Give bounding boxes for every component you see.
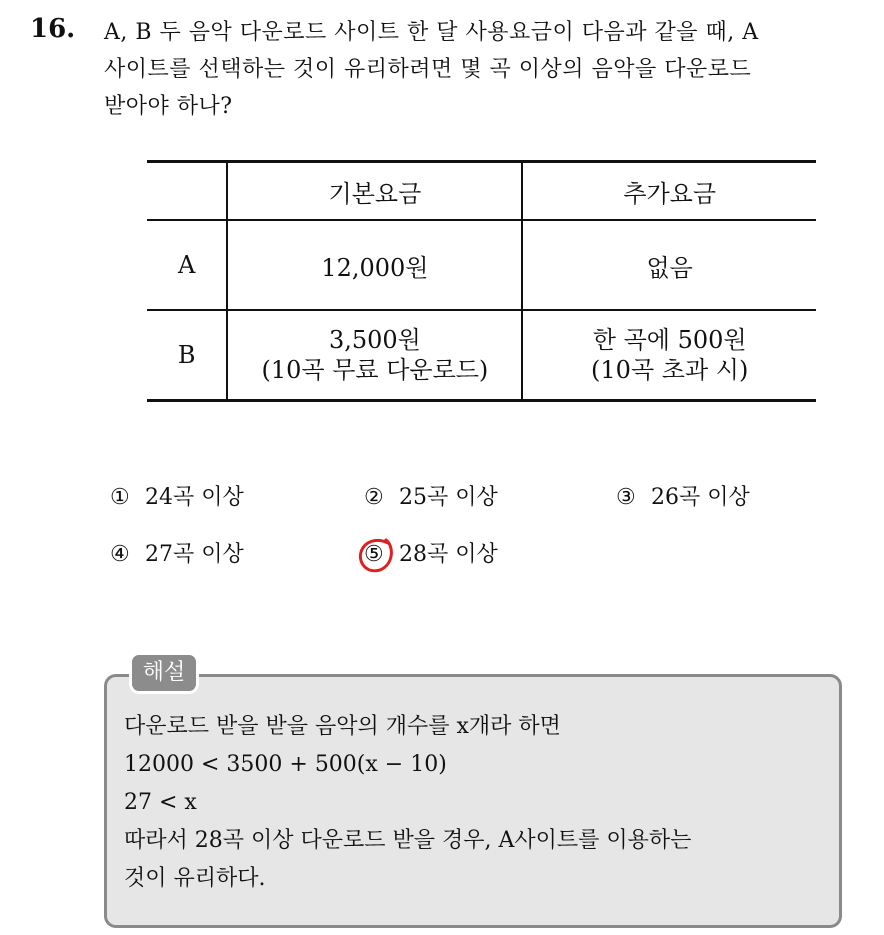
- question-line: A, B 두 음악 다운로드 사이트 한 달 사용요금이 다음과 같을 때, A: [104, 20, 759, 45]
- row-label: B: [147, 310, 227, 401]
- explanation-line: 따라서 28곡 이상 다운로드 받을 경우, A사이트를 이용하는: [124, 828, 692, 853]
- choice-text: 26곡 이상: [651, 485, 750, 510]
- header-empty: [147, 162, 227, 221]
- base-fee-cell: [227, 220, 522, 310]
- answer-circle-mark: [356, 534, 396, 574]
- cell-line: 한 곡에 500원: [592, 326, 747, 354]
- choice-marker: ②: [364, 485, 384, 510]
- explanation-tag: 해설: [129, 652, 199, 694]
- base-fee-cell: [227, 310, 522, 401]
- explanation-line: 27 < x: [124, 790, 197, 815]
- cell-line: (10곡 무료 다운로드): [261, 356, 489, 384]
- row-label: A: [147, 220, 227, 310]
- question-line: 받아야 하나?: [104, 94, 233, 119]
- explanation-line: 12000 < 3500 + 500(x − 10): [124, 752, 447, 777]
- table-row: [147, 220, 816, 310]
- choice-2[interactable]: [364, 480, 498, 511]
- cell-line: 3,500원: [328, 326, 421, 354]
- extra-fee-cell: [522, 220, 816, 310]
- explanation-line: 다운로드 받을 받을 음악의 개수를 x개라 하면: [124, 714, 561, 739]
- explanation-text: [124, 708, 691, 898]
- choice-marker: [364, 542, 392, 567]
- question-line: 사이트를 선택하는 것이 유리하려면 몇 곡 이상의 음악을 다운로드: [104, 57, 752, 82]
- question-text: [104, 14, 866, 125]
- choice-marker: ①: [110, 485, 130, 510]
- cell-line: (10곡 초과 시): [591, 356, 749, 384]
- choice-marker-glyph: ⑤: [364, 542, 384, 567]
- choice-marker: ④: [110, 542, 130, 567]
- choice-text: 25곡 이상: [399, 485, 498, 510]
- header-extra-fee: 추가요금: [522, 162, 816, 221]
- cell-line: 없음: [646, 253, 693, 282]
- question-number: 16.: [30, 14, 76, 44]
- choice-text: 28곡 이상: [399, 542, 498, 567]
- choice-4[interactable]: [110, 537, 244, 568]
- extra-fee-cell: [522, 310, 816, 401]
- fee-table: [147, 160, 816, 402]
- choice-text: 27곡 이상: [145, 542, 244, 567]
- header-base-fee: 기본요금: [227, 162, 522, 221]
- explanation-line: 것이 유리하다.: [124, 866, 266, 891]
- choice-1[interactable]: [110, 480, 244, 511]
- cell-line: 12,000원: [321, 253, 429, 282]
- choice-text: 24곡 이상: [145, 485, 244, 510]
- table-row: [147, 310, 816, 401]
- choice-5[interactable]: [364, 537, 498, 568]
- choice-3[interactable]: [616, 480, 750, 511]
- table-header-row: [147, 162, 816, 221]
- choice-marker: ③: [616, 485, 636, 510]
